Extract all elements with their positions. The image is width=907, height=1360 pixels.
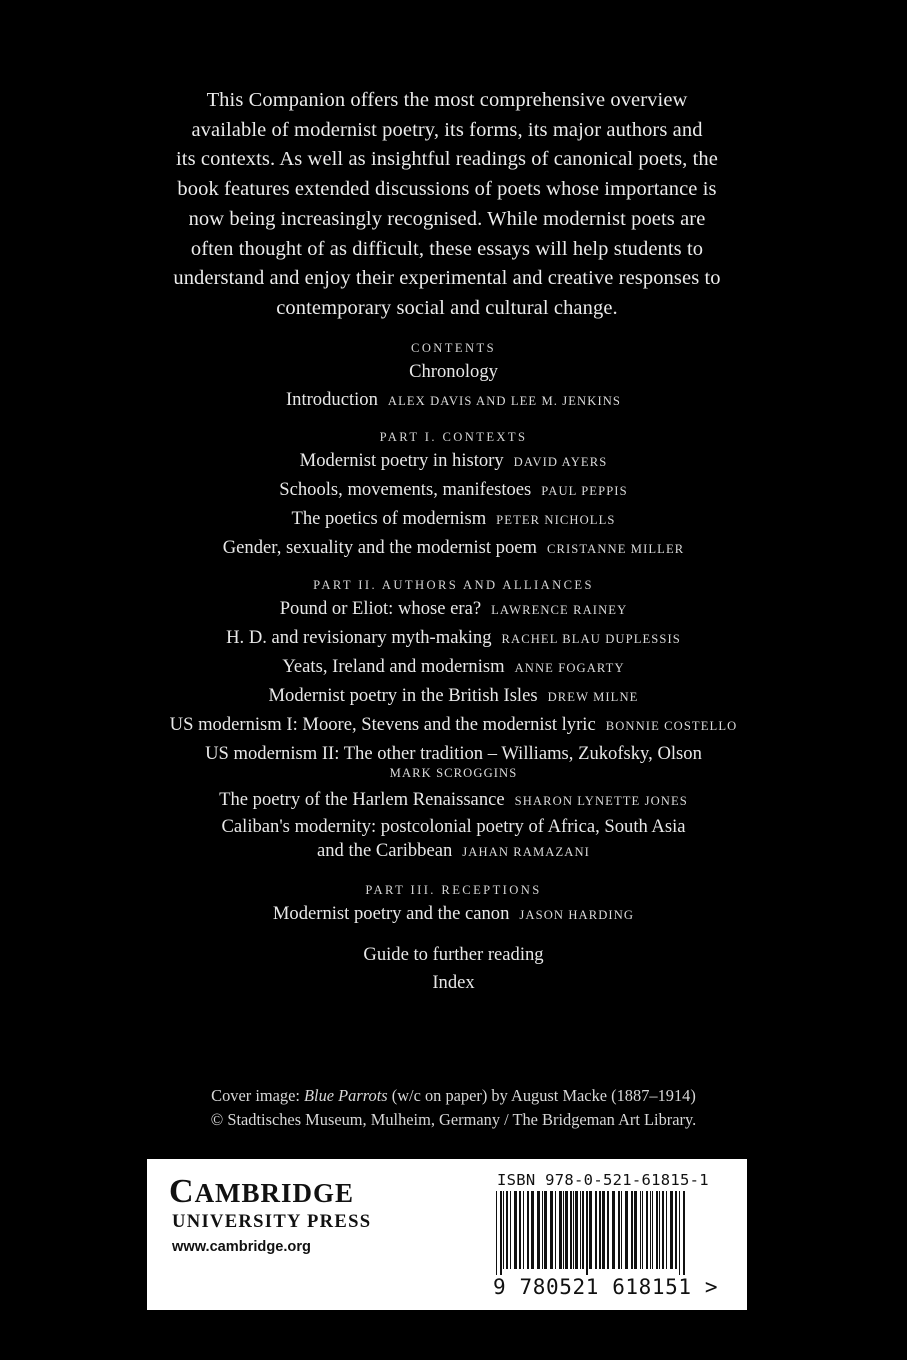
toc-title: The poetry of the Harlem Renaissance	[219, 789, 505, 810]
toc-entry	[60, 447, 847, 476]
toc-title: H. D. and revisionary myth-making	[226, 627, 492, 648]
toc-author: ANNE FOGARTY	[514, 661, 625, 675]
barcode-bar	[662, 1191, 664, 1269]
barcode-bar	[607, 1191, 609, 1269]
barcode-bar	[683, 1191, 685, 1275]
toc-title: Introduction	[285, 389, 378, 410]
part-heading: PART II. AUTHORS AND ALLIANCES	[313, 578, 594, 592]
toc-author: JASON HARDING	[519, 908, 635, 922]
barcode-bar	[523, 1191, 524, 1269]
isbn-label: ISBN 978-0-521-61815-1	[497, 1171, 709, 1189]
toc-author: ALEX DAVIS AND LEE M. JENKINS	[387, 394, 622, 408]
credit-suffix: (w/c on paper) by August Macke (1887–1914)	[387, 1086, 696, 1105]
barcode-bar	[527, 1191, 529, 1269]
toc-title: The poetics of modernism	[291, 508, 487, 529]
blurb-line: book features extended discussions of poets whose importance is	[177, 178, 717, 201]
barcode-bar	[625, 1191, 628, 1269]
credit-prefix: Cover image:	[211, 1086, 305, 1105]
barcode-bar	[621, 1191, 622, 1269]
toc-title: Index	[432, 972, 475, 993]
blurb-line: its contexts. As well as insightful readings of canonical poets, the	[176, 148, 718, 171]
barcode-bar	[573, 1191, 574, 1269]
toc-entry	[60, 839, 847, 864]
barcode-bar	[666, 1191, 667, 1269]
barcode-bar	[618, 1191, 620, 1269]
logo-rest: AMBRIDGE	[194, 1178, 355, 1208]
barcode	[492, 1191, 728, 1275]
barcode-bar	[659, 1191, 660, 1269]
barcode-bar	[670, 1191, 673, 1269]
table-of-contents	[60, 338, 847, 997]
publisher-url: www.cambridge.org	[172, 1239, 311, 1255]
barcode-bar	[599, 1191, 601, 1269]
blurb-line: available of modernist poetry, its forms, its major authors and	[191, 118, 703, 141]
toc-title: US modernism II: The other tradition – Williams, Zukofsky, Olson	[205, 743, 702, 764]
toc-title: Chronology	[409, 361, 498, 382]
toc-entry	[60, 969, 847, 997]
toc-author: CRISTANNE MILLER	[546, 542, 685, 556]
toc-author: LAWRENCE RAINEY	[491, 603, 628, 617]
toc-entry	[60, 682, 847, 711]
barcode-bar	[640, 1191, 641, 1269]
barcode-bar	[612, 1191, 615, 1269]
barcode-bar	[580, 1191, 581, 1269]
toc-title: and the Caribbean	[317, 840, 453, 861]
barcode-bar	[652, 1191, 653, 1269]
toc-title: Modernist poetry in history	[299, 450, 504, 471]
toc-title: US modernism I: Moore, Stevens and the modernist lyric	[169, 714, 596, 735]
barcode-bar	[589, 1191, 592, 1269]
credit-line	[100, 1084, 807, 1108]
toc-title: Pound or Eliot: whose era?	[279, 598, 482, 619]
cover-credit	[100, 1084, 807, 1131]
toc-author: PETER NICHOLLS	[496, 513, 616, 527]
barcode-bar	[510, 1191, 511, 1269]
part-heading: PART III. RECEPTIONS	[365, 883, 542, 897]
toc-entry	[60, 711, 847, 740]
toc-author: PAUL PEPPIS	[541, 484, 628, 498]
credit-work: Blue Parrots	[304, 1086, 388, 1105]
barcode-digits: 9 780521 618151 >	[493, 1275, 719, 1299]
blurb-line: now being increasingly recognised. While modernist poets are	[188, 207, 706, 230]
publisher-panel	[147, 1159, 747, 1310]
barcode-bar	[679, 1191, 680, 1275]
publisher-logo	[169, 1173, 354, 1212]
credit-line: © Stadtisches Museum, Mulheim, Germany / The Bridgeman Art Library.	[210, 1109, 697, 1129]
toc-title: Gender, sexuality and the modernist poem	[222, 537, 537, 558]
barcode-bar	[506, 1191, 508, 1269]
toc-entry	[60, 358, 847, 386]
blurb-line: understand and enjoy their experimental and creative responses to	[173, 267, 721, 290]
toc-entry	[60, 653, 847, 682]
toc-entry	[60, 624, 847, 653]
barcode-bar	[514, 1191, 517, 1269]
toc-entry	[60, 786, 847, 815]
contents-heading: CONTENTS	[411, 341, 496, 355]
barcode-bar	[582, 1191, 584, 1269]
barcode-bar	[586, 1191, 588, 1275]
barcode-bar	[656, 1191, 658, 1269]
toc-entry	[60, 505, 847, 534]
toc-entry	[60, 386, 847, 415]
barcode-bar	[563, 1191, 564, 1269]
barcode-bar	[565, 1191, 568, 1269]
publisher-subname: UNIVERSITY PRESS	[172, 1211, 372, 1232]
toc-entry	[60, 900, 847, 929]
barcode-bar	[531, 1191, 534, 1269]
toc-entry	[60, 595, 847, 624]
barcode-bar	[675, 1191, 677, 1269]
toc-author: MARK SCROGGINS	[389, 766, 518, 780]
barcode-bar	[544, 1191, 547, 1269]
barcode-bar	[537, 1191, 540, 1269]
blurb-line: contemporary social and cultural change.	[276, 296, 618, 319]
toc-entry	[60, 476, 847, 505]
toc-title: Schools, movements, manifestoes	[279, 479, 532, 500]
toc-entry	[60, 815, 847, 839]
toc-author: SHARON LYNETTE JONES	[514, 794, 688, 808]
toc-author: RACHEL BLAU DUPLESSIS	[501, 632, 681, 646]
barcode-bar	[646, 1191, 648, 1269]
barcode-bar	[595, 1191, 597, 1269]
barcode-bar	[503, 1191, 504, 1269]
toc-title: Modernist poetry and the canon	[272, 903, 510, 924]
barcode-bar	[602, 1191, 605, 1269]
barcode-bar	[570, 1191, 572, 1269]
barcode-bar	[550, 1191, 553, 1269]
blurb	[140, 86, 754, 324]
toc-title: Modernist poetry in the British Isles	[268, 685, 538, 706]
toc-entry	[60, 941, 847, 969]
logo-initial: C	[169, 1173, 195, 1210]
blurb-line: often thought of as difficult, these essays will help students to	[190, 237, 704, 260]
toc-author: DREW MILNE	[547, 690, 639, 704]
toc-title: Caliban's modernity: postcolonial poetry of Africa, South Asia	[221, 816, 686, 837]
toc-title: Yeats, Ireland and modernism	[282, 656, 505, 677]
barcode-bar	[642, 1191, 643, 1269]
barcode-bar	[555, 1191, 556, 1269]
toc-author: BONNIE COSTELLO	[605, 719, 738, 733]
toc-author: DAVID AYERS	[513, 455, 608, 469]
barcode-bar	[500, 1191, 502, 1275]
toc-entry	[60, 534, 847, 563]
barcode-bar	[575, 1191, 578, 1269]
barcode-bar	[631, 1191, 633, 1269]
barcode-bar	[650, 1191, 651, 1269]
barcode-bar	[559, 1191, 562, 1269]
part-heading: PART I. CONTEXTS	[379, 430, 528, 444]
blurb-line: This Companion offers the most comprehensive overview	[206, 89, 688, 111]
toc-author: JAHAN RAMAZANI	[462, 845, 590, 859]
barcode-bar	[496, 1191, 497, 1275]
toc-title: Guide to further reading	[363, 944, 544, 965]
barcode-bar	[542, 1191, 543, 1269]
barcode-bar	[519, 1191, 521, 1269]
barcode-bar	[634, 1191, 637, 1269]
